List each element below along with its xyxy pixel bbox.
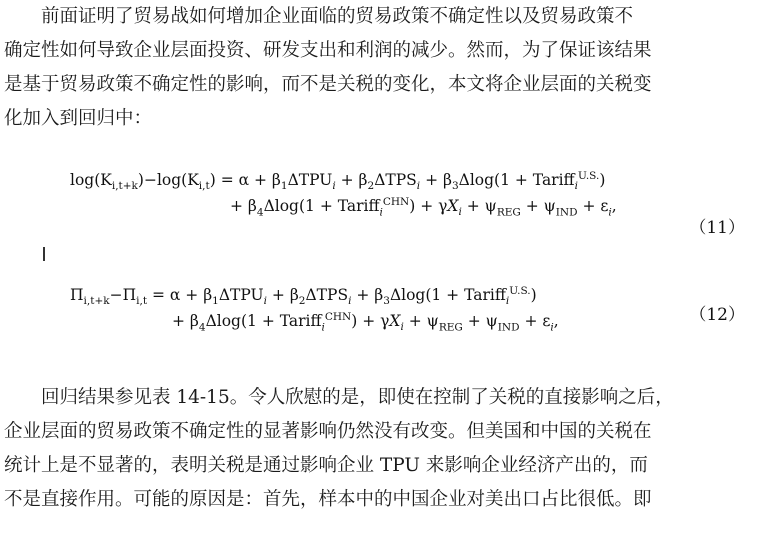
equation-number-11: （11） bbox=[689, 218, 745, 238]
text-line: 统计上是不显著的，表明关税是通过影响企业 TPU 来影响企业经济产出的，而 bbox=[4, 455, 648, 476]
text-line: 回归结果参见表 14-15。令人欣慰的是，即使在控制了关税的直接影响之后， bbox=[41, 387, 674, 408]
text-line: 不是直接作用。可能的原因是：首先，样本中的中国企业对美出口占比很低。即 bbox=[4, 489, 652, 510]
text-line: 化加入到回归中： bbox=[4, 108, 153, 129]
text-line: 企业层面的贸易政策不确定性的显著影响仍然没有改变。但美国和中国的关税在 bbox=[4, 421, 652, 442]
equation-12 bbox=[70, 285, 559, 334]
equation-line: $\Pi_{i,t+k}-\Pi_{i,t} = \alpha + \beta_1\Delta TPU_i + \beta_2\Delta TPS_i + \beta_3\Delta\log(1$ + Tariff$_i^{U.S.}$) bbox=[70, 285, 537, 308]
text-cursor bbox=[43, 247, 45, 261]
text-line: 是基于贸易政策不确定性的影响，而不是关税的变化，本文将企业层面的关税变 bbox=[4, 74, 652, 95]
paragraph-results bbox=[4, 381, 755, 517]
paragraph-intro bbox=[4, 0, 755, 136]
equation-11 bbox=[70, 170, 617, 219]
equation-number-12: （12） bbox=[689, 305, 745, 325]
equation-line: $\log(K_{i,t+k})-\log(K_{i,t}) = \alpha + \beta_1\Delta TPU_i + \beta_2\Delta TPS_i + \beta_3\Delta\log(1$ + Tariff$_i^{U.S.}$) bbox=[70, 170, 606, 193]
text-line: 前面证明了贸易战如何增加企业面临的贸易政策不确定性以及贸易政策不 bbox=[41, 6, 634, 27]
equation-line: + $\beta_4\Delta\log(1$ + Tariff$_i^{CHN}$) + $\gamma X_i + \psi_{REG} + \psi_{IND} + \varepsilon_i$, bbox=[172, 311, 559, 334]
text-line: 确定性如何导致企业层面投资、研发支出和利润的减少。然而，为了保证该结果 bbox=[4, 40, 652, 61]
equation-line: + $\beta_4\Delta\log(1$ + Tariff$_i^{CHN}$) + $\gamma X_i + \psi_{REG} + \psi_{IND} + \varepsilon_i$, bbox=[230, 196, 617, 219]
